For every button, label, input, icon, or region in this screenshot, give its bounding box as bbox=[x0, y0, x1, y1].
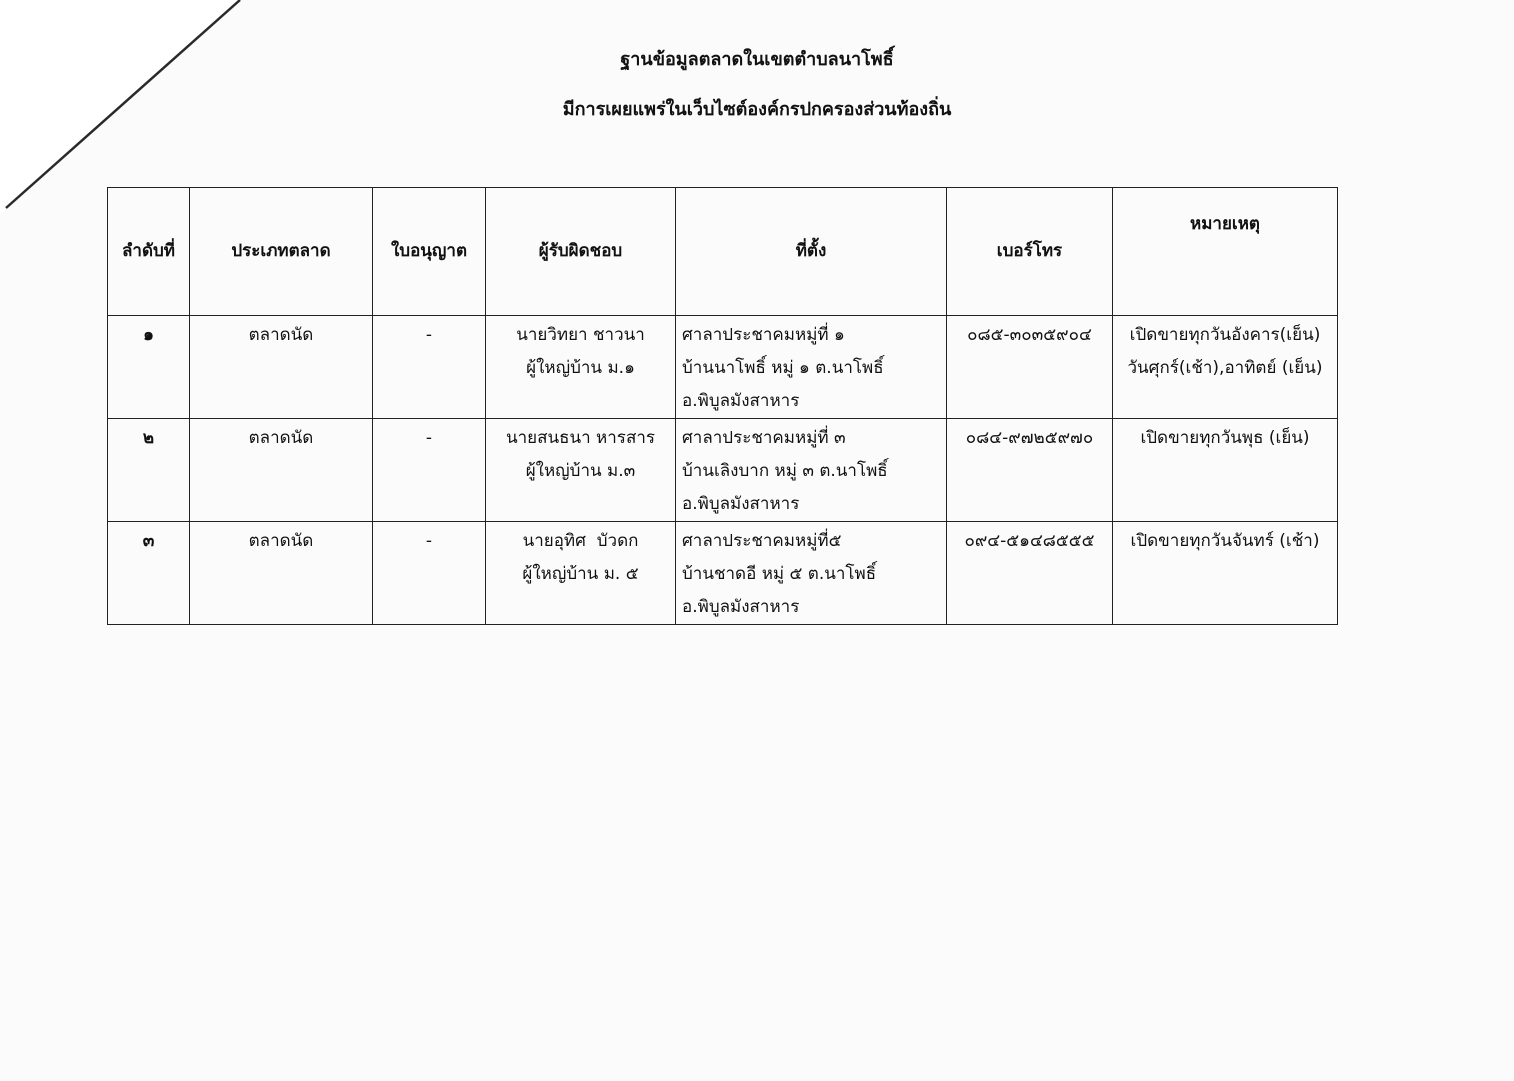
cell-no: ๓ bbox=[108, 522, 190, 625]
cell-responsible bbox=[486, 522, 676, 625]
cell-license: - bbox=[373, 522, 486, 625]
header-license: ใบอนุญาต bbox=[373, 188, 486, 316]
responsible-name: นายอุทิศ บัวดก bbox=[522, 531, 639, 551]
location-line: บ้านนาโพธิ์ หมู่ ๑ ต.นาโพธิ์ bbox=[682, 358, 884, 378]
responsible-role: ผู้ใหญ่บ้าน ม. ๕ bbox=[522, 564, 639, 584]
header-no: ลำดับที่ bbox=[108, 188, 190, 316]
cell-phone: ๐๘๕-๓๐๓๕๙๐๔ bbox=[947, 316, 1113, 419]
cell-responsible bbox=[486, 419, 676, 522]
location-line: อ.พิบูลมังสาหาร bbox=[682, 597, 800, 617]
location-line: ศาลาประชาคมหมู่ที่ ๑ bbox=[682, 325, 845, 345]
cell-no: ๒ bbox=[108, 419, 190, 522]
note-line: เปิดขายทุกวันพุธ (เย็น) bbox=[1140, 428, 1310, 448]
cell-license: - bbox=[373, 316, 486, 419]
document-title: ฐานข้อมูลตลาดในเขตตำบลนาโพธิ์ bbox=[620, 49, 894, 70]
cell-notes bbox=[1113, 522, 1338, 625]
location-line: บ้านเลิงบาก หมู่ ๓ ต.นาโพธิ์ bbox=[682, 461, 888, 481]
header-responsible: ผู้รับผิดชอบ bbox=[486, 188, 676, 316]
cell-location bbox=[676, 316, 947, 419]
responsible-name: นายวิทยา ชาวนา bbox=[516, 325, 645, 345]
document-subtitle: มีการเผยแพร่ในเว็บไซต์องค์กรปกครองส่วนท้องถิ่น bbox=[562, 99, 952, 120]
cell-no: ๑ bbox=[108, 316, 190, 419]
location-line: ศาลาประชาคมหมู่ที่๕ bbox=[682, 531, 842, 551]
cell-market-type: ตลาดนัด bbox=[190, 316, 373, 419]
market-table bbox=[107, 187, 1338, 625]
responsible-role: ผู้ใหญ่บ้าน ม.๑ bbox=[526, 358, 635, 378]
cell-notes bbox=[1113, 419, 1338, 522]
note-line: วันศุกร์(เช้า),อาทิตย์ (เย็น) bbox=[1127, 358, 1323, 378]
cell-location bbox=[676, 419, 947, 522]
header-market-type: ประเภทตลาด bbox=[190, 188, 373, 316]
cell-phone: ๐๙๔-๕๑๔๘๕๕๕ bbox=[947, 522, 1113, 625]
cell-notes bbox=[1113, 316, 1338, 419]
table-row bbox=[108, 419, 1338, 522]
responsible-role: ผู้ใหญ่บ้าน ม.๓ bbox=[525, 461, 636, 481]
cell-location bbox=[676, 522, 947, 625]
location-line: อ.พิบูลมังสาหาร bbox=[682, 391, 800, 411]
cell-market-type: ตลาดนัด bbox=[190, 419, 373, 522]
table-row bbox=[108, 522, 1338, 625]
location-line: ศาลาประชาคมหมู่ที่ ๓ bbox=[682, 428, 846, 448]
location-line: บ้านชาดอี หมู่ ๕ ต.นาโพธิ์ bbox=[682, 564, 877, 584]
header-location: ที่ตั้ง bbox=[676, 188, 947, 316]
cell-phone: ๐๘๔-๙๗๒๕๙๗๐ bbox=[947, 419, 1113, 522]
table-header-row bbox=[108, 188, 1338, 316]
note-line: เปิดขายทุกวันอังคาร(เย็น) bbox=[1129, 325, 1321, 345]
header-phone: เบอร์โทร bbox=[947, 188, 1113, 316]
note-line: เปิดขายทุกวันจันทร์ (เช้า) bbox=[1130, 531, 1320, 551]
cell-market-type: ตลาดนัด bbox=[190, 522, 373, 625]
cell-responsible bbox=[486, 316, 676, 419]
responsible-name: นายสนธนา หารสาร bbox=[505, 428, 655, 448]
cell-license: - bbox=[373, 419, 486, 522]
table-row bbox=[108, 316, 1338, 419]
location-line: อ.พิบูลมังสาหาร bbox=[682, 494, 800, 514]
header-notes: หมายเหตุ bbox=[1113, 188, 1338, 316]
